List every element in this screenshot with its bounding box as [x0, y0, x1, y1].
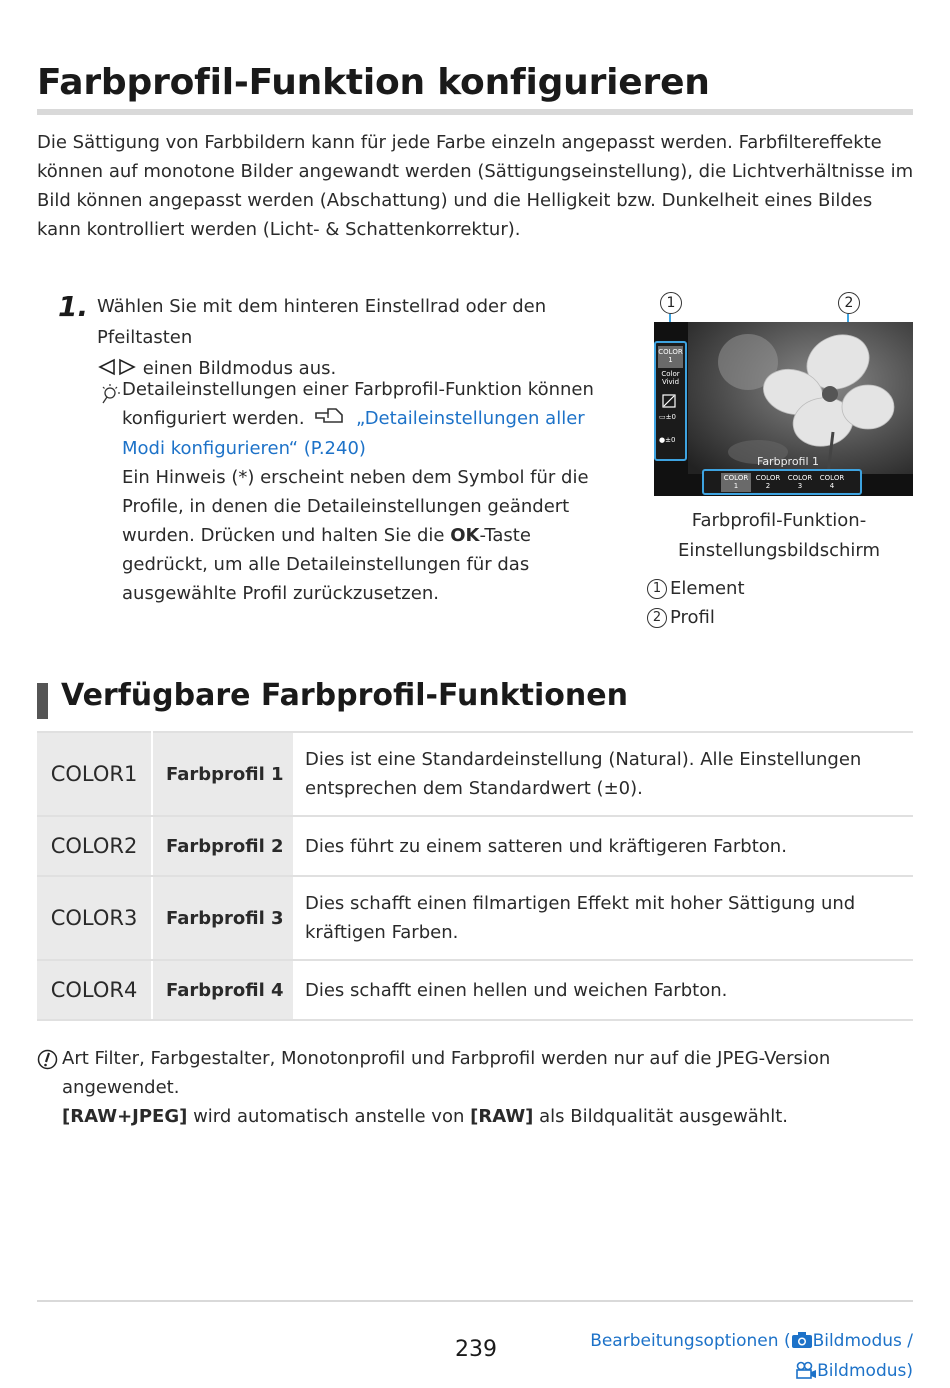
note-line-1: Art Filter, Farbgestalter, Monotonprofil und Farbprofil werden nur auf die JPEG-Version angewendet.	[62, 1048, 831, 1098]
profile-name: Farbprofil 1	[152, 732, 293, 816]
profiles-table	[37, 731, 913, 1021]
hint-text-1: Detaileinstellungen einer Farbprofil-Funktion können konfiguriert werden.	[122, 379, 594, 429]
callout-1: 1	[660, 292, 685, 314]
element-panel[interactable]	[654, 341, 687, 461]
camera-icon	[791, 1331, 813, 1358]
profile-description: Dies schafft einen hellen und weichen Farbton.	[293, 960, 913, 1020]
ok-label: OK	[450, 525, 480, 546]
note-line-2: [RAW+JPEG] wird automatisch anstelle von [RAW] als Bildqualität ausgewählt.	[62, 1106, 789, 1127]
profile-name: Farbprofil 3	[152, 876, 293, 960]
profile-code: COLOR3	[37, 876, 152, 960]
callout-2: 2	[838, 292, 863, 314]
step-line-2-text: einen Bildmodus aus.	[142, 358, 337, 379]
step-line-1: Wählen Sie mit dem hinteren Einstellrad oder den Pfeiltasten	[97, 296, 547, 348]
footer-rule	[37, 1300, 913, 1302]
camera-screen-figure	[654, 322, 913, 496]
flower-photo	[688, 322, 913, 474]
table-row	[37, 732, 913, 816]
table-row	[37, 816, 913, 876]
shading-icon: ▭	[659, 413, 666, 421]
profile-code: COLOR2	[37, 816, 152, 876]
page-number: 239	[455, 1337, 497, 1362]
reference-hand-icon	[314, 405, 344, 434]
detail-settings-link[interactable]: „Detaileinstellungen aller Modi konfigurieren“ (P.240)	[122, 408, 585, 459]
gradation-icon	[662, 393, 676, 412]
profile-color-3[interactable]: COLOR 3	[787, 474, 813, 490]
hint-block	[122, 375, 622, 608]
section-title: Verfügbare Farbprofil-Funktionen	[61, 678, 628, 713]
saturation-icon: ●	[659, 436, 666, 444]
movie-camera-icon	[795, 1361, 817, 1388]
legend-item-element: 1 Element	[647, 578, 745, 599]
page-title: Farbprofil-Funktion konfigurieren	[37, 62, 710, 103]
hint-text-2: Ein Hinweis (*) erscheint neben dem Symbol für die Profile, in denen die Detaileinstellungen geändert wurden. Drücken und halten Sie die	[122, 467, 589, 546]
profile-code: COLOR4	[37, 960, 152, 1020]
profile-color-2[interactable]: COLOR 2	[755, 474, 781, 490]
table-row	[37, 960, 913, 1020]
legend-item-profile: 2 Profil	[647, 607, 715, 628]
profile-color-4[interactable]: COLOR 4	[819, 474, 845, 490]
profile-description: Dies ist eine Standardeinstellung (Natural). Alle Einstellungen entsprechen dem Standardwert (±0).	[293, 732, 913, 816]
shading-value: ±0	[665, 413, 676, 421]
hint-icon	[99, 383, 121, 405]
section-marker	[37, 683, 48, 719]
profile-name: Farbprofil 2	[152, 816, 293, 876]
element-selected: COLOR 1	[658, 346, 683, 368]
hint-text-3: -Taste gedrückt, um alle Detaileinstellungen für das ausgewählte Profil zurückzusetzen.	[122, 525, 531, 604]
step-number: 1.	[58, 290, 89, 323]
profile-description: Dies schafft einen filmartigen Effekt mit hoher Sättigung und kräftigen Farben.	[293, 876, 913, 960]
profile-code: COLOR1	[37, 732, 152, 816]
title-rule	[37, 109, 913, 115]
note-block	[62, 1044, 922, 1131]
saturation-row	[659, 436, 675, 444]
table-row	[37, 876, 913, 960]
footer-breadcrumb-link[interactable]: Bearbeitungsoptionen ( Bildmodus / Bildmodus)	[560, 1328, 913, 1388]
profile-name: Farbprofil 4	[152, 960, 293, 1020]
step-text	[97, 291, 627, 386]
saturation-value: ±0	[665, 436, 676, 444]
shading-row	[659, 413, 676, 421]
figure-caption: Farbprofil-Funktion- Einstellungsbildschirm	[677, 510, 881, 561]
profile-label: Farbprofil 1	[757, 455, 820, 468]
element-name: Color Vivid	[661, 370, 680, 386]
caution-icon	[37, 1049, 58, 1070]
intro-paragraph: Die Sättigung von Farbbildern kann für jede Farbe einzeln angepasst werden. Farbfiltereffekte können auf monotone Bilder angewandt werden (Sättigungseinstellung), die Lichtverhältnisse im Bild können angepasst werden (Abschattung) und die Helligkeit bzw. Dunkelheit eines Bildes kann kontrolliert werden (Licht- & Schattenkorrektur).	[37, 132, 914, 240]
profile-panel[interactable]	[702, 469, 862, 495]
profile-color-1[interactable]: COLOR 1	[721, 473, 751, 492]
profile-description: Dies führt zu einem satteren und kräftigeren Farbton.	[293, 816, 913, 876]
